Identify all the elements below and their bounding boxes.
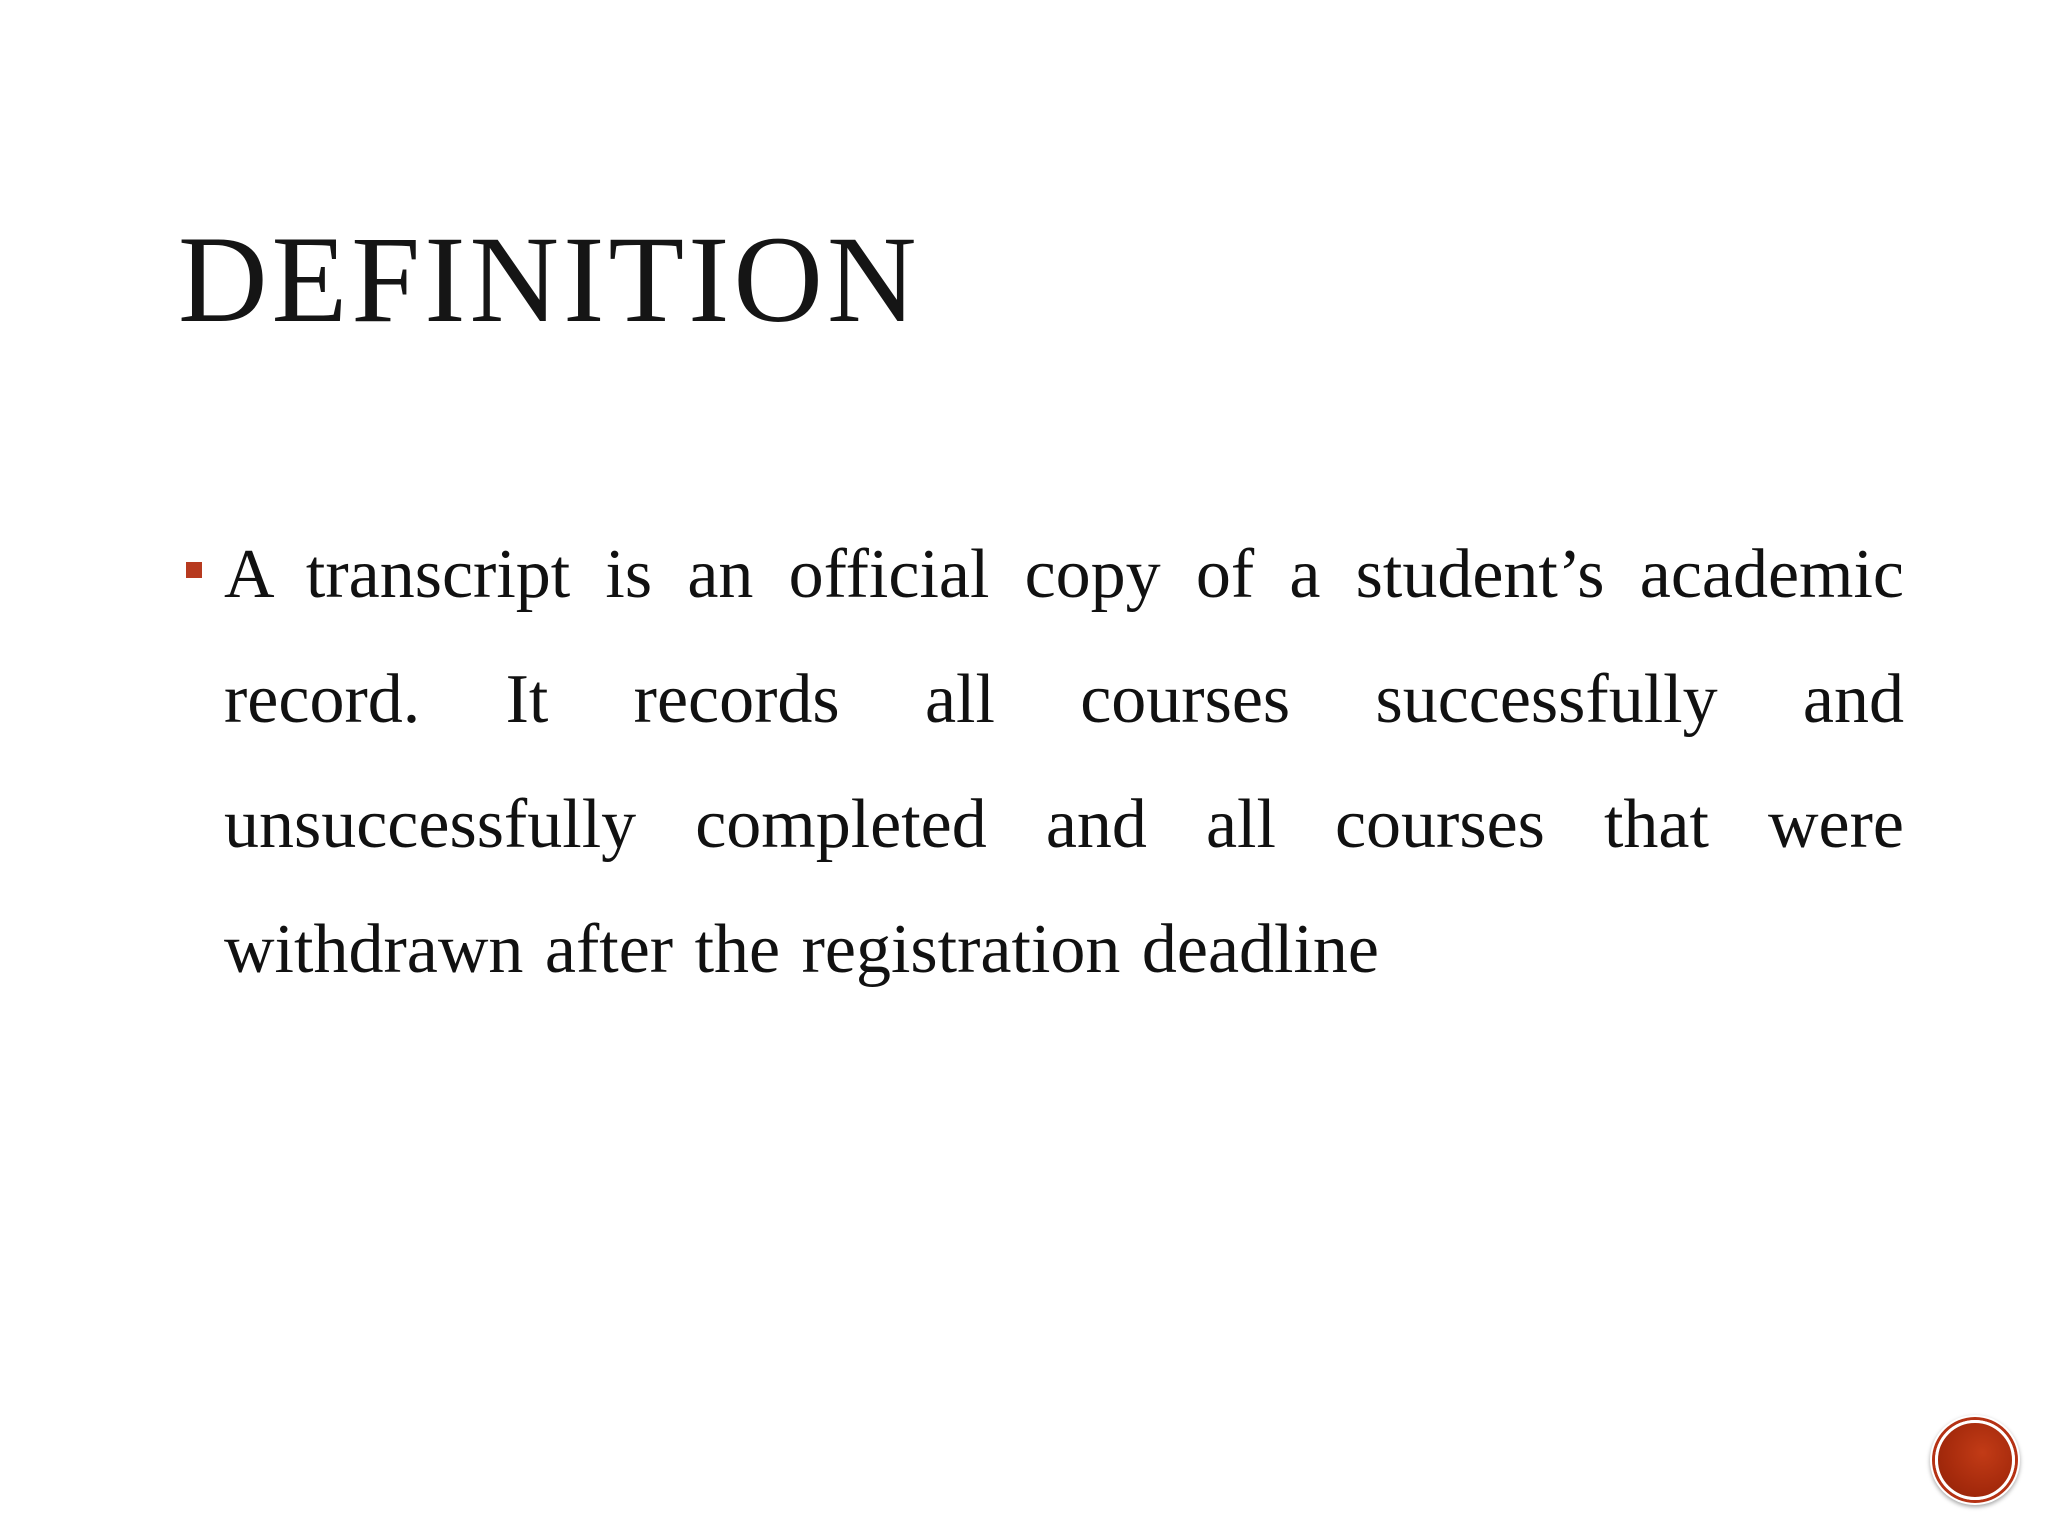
bullet-text: A transcript is an official copy of a student’s academic record. It records all courses successfully and unsuccessfully completed and all courses that were withdrawn after the registration deadline — [224, 536, 1904, 988]
bullet-list — [184, 512, 1904, 1012]
bullet-item — [184, 512, 1904, 1012]
circle-nav-button-icon — [1935, 1420, 2015, 1500]
square-bullet-icon — [186, 562, 202, 578]
slide-title: DEFINITION — [178, 211, 921, 348]
slide-nav-button[interactable] — [1930, 1415, 2020, 1505]
